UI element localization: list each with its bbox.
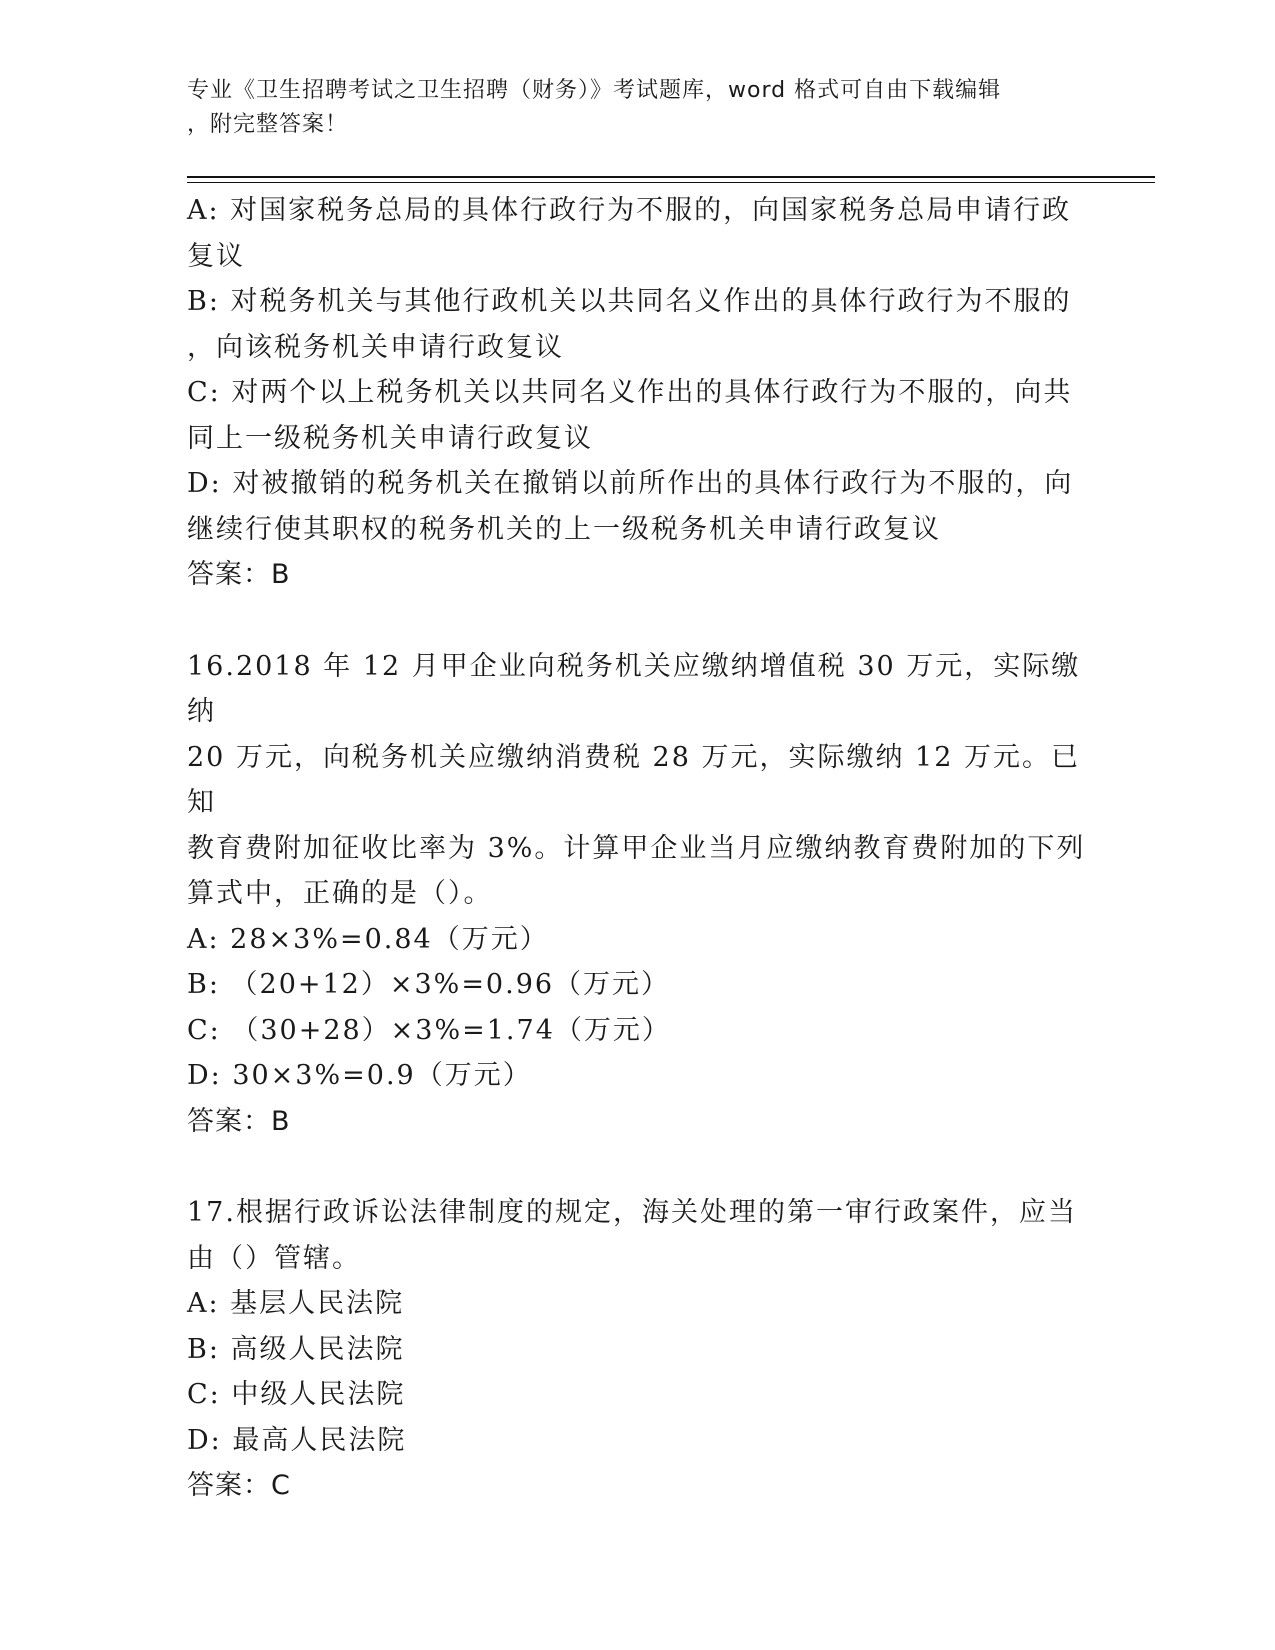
option-d: D: 30×3%=0.9（万元） bbox=[187, 1060, 532, 1091]
header-rule-thin bbox=[187, 182, 1155, 183]
option-b-line-2: ，向该税务机关申请行政复议 bbox=[187, 331, 564, 363]
option-a-line-1: A: 对国家税务总局的具体行政行为不服的，向国家税务总局申请行政 bbox=[187, 195, 1072, 226]
option-d-line-1: D: 对被撤销的税务机关在撤销以前所作出的具体行政行为不服的，向 bbox=[187, 468, 1074, 499]
question-16 bbox=[187, 644, 1087, 1145]
option-a-line-2: 复议 bbox=[187, 240, 245, 272]
option-d: D: 最高人民法院 bbox=[187, 1424, 407, 1456]
question-16-line-3: 教育费附加征收比率为 3%。计算甲企业当月应缴纳教育费附加的下列 bbox=[187, 832, 1086, 864]
option-c: C: （30+28）×3%=1.74（万元） bbox=[187, 1014, 671, 1046]
option-b-line-1: B: 对税务机关与其他行政机关以共同名义作出的具体行政行为不服的 bbox=[187, 286, 1072, 317]
option-c-line-1: C: 对两个以上税务机关以共同名义作出的具体行政行为不服的，向共 bbox=[187, 377, 1073, 408]
document-header bbox=[187, 74, 1067, 142]
header-rule-thick bbox=[187, 176, 1155, 178]
option-b: B: 高级人民法院 bbox=[187, 1333, 405, 1365]
answer-17: 答案：C bbox=[187, 1470, 291, 1501]
question-15 bbox=[187, 188, 1087, 598]
option-c: C: 中级人民法院 bbox=[187, 1379, 406, 1410]
question-16-line-2: 20 万元，向税务机关应缴纳消费税 28 万元，实际缴纳 12 万元。已知 bbox=[187, 741, 1080, 818]
question-17 bbox=[187, 1190, 1087, 1509]
option-b: B: （20+12）×3%=0.96（万元） bbox=[187, 969, 671, 1000]
question-16-line-1: 16.2018 年 12 月甲企业向税务机关应缴纳增值税 30 万元，实际缴纳 bbox=[187, 650, 1081, 727]
spacer bbox=[187, 598, 1087, 644]
question-17-line-1: 17.根据行政诉讼法律制度的规定，海关处理的第一审行政案件，应当 bbox=[187, 1197, 1077, 1228]
option-a: A: 基层人民法院 bbox=[187, 1288, 405, 1319]
option-c-line-2: 同上一级税务机关申请行政复议 bbox=[187, 422, 593, 454]
question-list bbox=[187, 188, 1087, 1509]
spacer bbox=[187, 1144, 1087, 1190]
option-a: A: 28×3%=0.84（万元） bbox=[187, 923, 549, 955]
answer-16: 答案：B bbox=[187, 1105, 291, 1137]
answer-15: 答案：B bbox=[187, 559, 291, 590]
header-line-1: 专业《卫生招聘考试之卫生招聘（财务）》考试题库，word 格式可自由下载编辑 bbox=[187, 78, 1002, 103]
option-d-line-2: 继续行使其职权的税务机关的上一级税务机关申请行政复议 bbox=[187, 513, 941, 545]
question-17-line-2: 由（）管辖。 bbox=[187, 1242, 361, 1274]
header-line-2: ，附完整答案！ bbox=[187, 112, 349, 137]
question-16-line-4: 算式中，正确的是（）。 bbox=[187, 878, 493, 909]
